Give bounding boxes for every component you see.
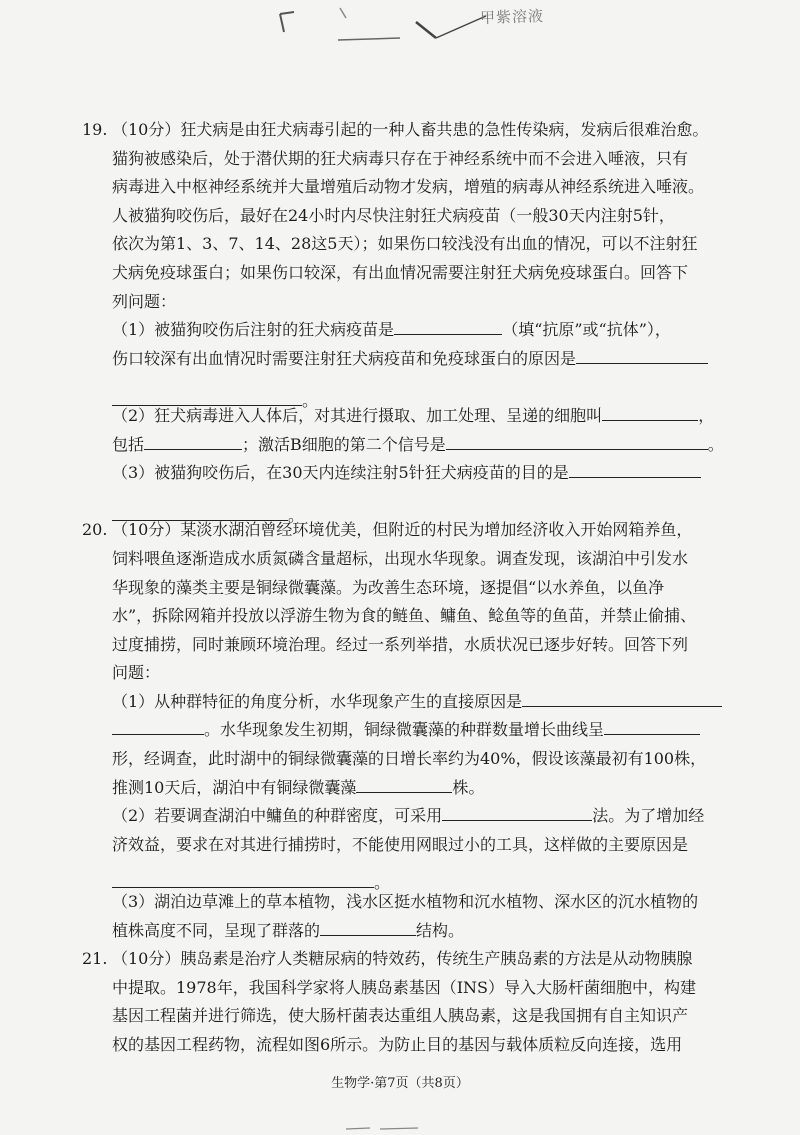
stem-line: 问题：: [112, 663, 161, 683]
answer-blank[interactable]: [446, 431, 708, 450]
prompt-text: 植株高度不同，呈现了群落的: [112, 920, 321, 940]
sub-question-1: [82, 688, 758, 717]
sub-question-1-cont: [82, 716, 758, 745]
prompt-text: 包括: [112, 434, 145, 454]
answer-blank[interactable]: [602, 402, 698, 421]
prompt-text: （2）狂犬病毒进入人体后，对其进行摄取、加工处理、呈递的细胞叫: [112, 405, 603, 425]
stem-line: 列问题：: [112, 291, 177, 311]
answer-blank[interactable]: [394, 316, 502, 335]
prompt-text: （2）若要调查湖泊中鳙鱼的种群密度，可采用: [112, 806, 443, 826]
prompt-text: ；激活B细胞的第二个信号是: [242, 434, 446, 454]
question-number: 19.: [82, 120, 108, 139]
prompt-text: （3）被猫狗咬伤后，在30天内连续注射5针狂犬病疫苗的目的是: [112, 463, 569, 483]
answer-blank[interactable]: [320, 917, 416, 936]
stem-line: （10分）狂犬病是由狂犬病毒引起的一种人畜共患的急性传染病，发病后很难治愈。: [112, 120, 709, 139]
sub-question-2: [82, 402, 758, 431]
prompt-text: （1）被猫狗咬伤后注射的狂犬病疫苗是: [112, 320, 395, 340]
sub-question-1-cont: [82, 774, 758, 803]
answer-line: [82, 488, 758, 525]
scan-header-marks: [250, 0, 650, 60]
answer-blank[interactable]: [356, 774, 452, 793]
sub-question-2-cont: 济效益，要求在对其进行捕捞时，不能使用网眼过小的工具，这样做的主要原因是: [112, 834, 689, 854]
sub-question-3-cont: [82, 917, 758, 946]
stem-line: 犬病免疫球蛋白；如果伤口较深，有出血情况需要注射狂犬病免疫球蛋白。回答下: [112, 262, 689, 282]
page-footer: 生物学·第7页（共8页）: [331, 1076, 469, 1091]
stem-line: 人被猫狗咬伤后，最好在24小时内尽快注射狂犬病疫苗（一般30天内注射5针，: [112, 205, 675, 225]
stem-line: 权的基因工程药物，流程如图6所示。为防止目的基因与载体质粒反向连接，选用: [112, 1035, 683, 1054]
prompt-text: 株。: [452, 777, 485, 797]
question-body: [82, 116, 758, 1060]
sub-question-3: （3）湖泊边草滩上的草本植物，浅水区挺水植物和沉水植物、深水区的沉水植物的: [112, 892, 699, 912]
answer-blank[interactable]: [569, 459, 701, 478]
stem-line: 猫狗被感染后，处于潜伏期的狂犬病毒只存在于神经系统中而不会进入唾液，只有: [112, 148, 689, 168]
answer-blank[interactable]: [112, 716, 204, 735]
prompt-text: 推测10天后，湖泊中有铜绿微囊藻: [112, 777, 357, 797]
prompt-text: 伤口较深有出血情况时需要注射狂犬病疫苗和免疫球蛋白的原因是: [112, 348, 577, 368]
answer-blank[interactable]: [522, 688, 722, 707]
stem-line: （10分）某淡水湖泊曾经环境优美，但附近的村民为增加经济收入开始网箱养鱼，: [112, 520, 693, 540]
sub-question-2: [82, 802, 758, 831]
answer-blank[interactable]: [576, 345, 708, 364]
prompt-text: 结构。: [416, 920, 465, 940]
stem-line: 饲料喂鱼逐渐造成水质氮磷含量超标，出现水华现象。调查发现，该湖泊中引发水: [112, 548, 689, 568]
period-text: 。: [302, 391, 319, 411]
answer-blank[interactable]: [144, 431, 242, 450]
prompt-text: 法。为了增加经: [592, 806, 705, 826]
stem-line: 华现象的藻类主要是铜绿微囊藻。为改善生态环境，逐提倡“以水养鱼，以鱼净: [112, 577, 665, 597]
question-20: [82, 516, 758, 945]
answer-blank[interactable]: [442, 802, 592, 821]
sub-question-1-cont: [82, 345, 758, 374]
stem-line: 基因工程菌并进行筛选，使大肠杆菌表达重组人胰岛素，这是我国拥有自主知识产: [112, 1006, 689, 1026]
prompt-text: （填“抗原”或“抗体”），: [502, 320, 671, 340]
period-text: 。: [707, 434, 724, 454]
scan-bottom-marks: [340, 1116, 440, 1128]
pen-marks: [250, 0, 650, 60]
stamp-text: 甲紫溶液: [479, 6, 545, 28]
stem-line: 中提取。1978年，我国科学家将人胰岛素基因（INS）导入大肠杆菌细胞中，构建: [112, 977, 697, 997]
period-text: 。: [374, 873, 391, 893]
comma-text: ，: [698, 405, 715, 425]
scan-artifact: [340, 1119, 440, 1131]
stem-line: 水”，拆除网箱并投放以浮游生物为食的鲢鱼、鳙鱼、鲶鱼等的鱼苗，并禁止偷捕、: [112, 606, 697, 626]
question-21: [82, 945, 758, 1059]
stem-line: 依次为第1、3、7、14、28这5天）；如果伤口较浅没有出血的情况，可以不注射狂: [112, 234, 698, 254]
sub-question-2-cont: [82, 431, 758, 460]
prompt-text: （1）从种群特征的角度分析，水华现象产生的直接原因是: [112, 691, 523, 711]
stem-line: （10分）胰岛素是治疗人类糖尿病的特效药，传统生产胰岛素的方法是从动物胰腺: [112, 949, 693, 969]
stem-line: 过度捕捞，同时兼顾环境治理。经过一系列举措，水质状况已逐步好转。回答下列: [112, 634, 689, 654]
answer-line: [82, 859, 758, 893]
sub-question-1-cont: 形，经调查，此时湖中的铜绿微囊藻的日增长率约为40%，假设该藻最初有100株，: [112, 749, 707, 769]
question-19: [82, 116, 758, 525]
answer-blank[interactable]: [112, 869, 374, 888]
question-number: 20.: [82, 520, 108, 540]
answer-line: [82, 373, 758, 411]
period-text: 。: [288, 505, 305, 525]
sub-question-3: [82, 459, 758, 488]
answer-blank[interactable]: [604, 716, 700, 735]
sub-question-1: [82, 316, 758, 345]
prompt-text: 。水华现象发生初期，铜绿微囊藻的种群数量增长曲线呈: [204, 720, 605, 740]
question-number: 21.: [82, 949, 108, 969]
stem-line: 病毒进入中枢神经系统并大量增殖后动物才发病，增殖的病毒从神经系统进入唾液。: [112, 177, 705, 197]
